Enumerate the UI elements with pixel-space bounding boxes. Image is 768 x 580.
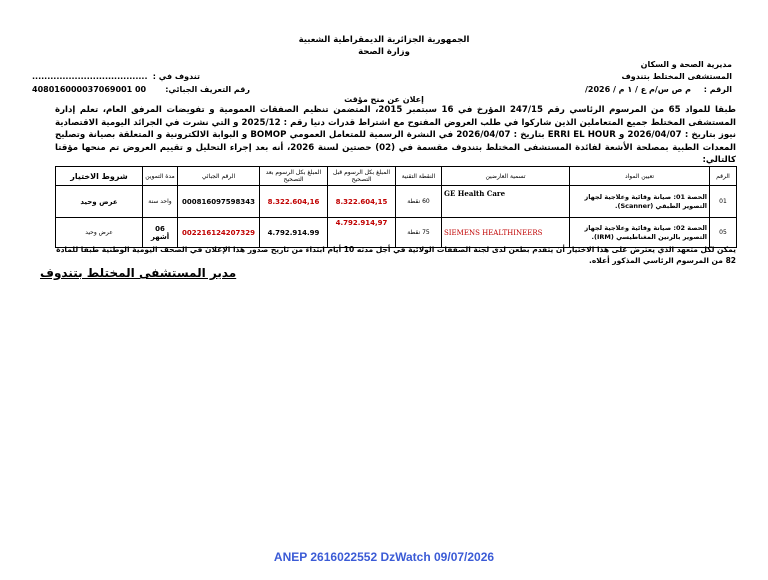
header-amount-before: المبلغ بكل الرسوم قبل التصحيح bbox=[328, 167, 396, 186]
ref-label: الرقم : bbox=[703, 85, 732, 94]
cell-duration: واحد سنة bbox=[143, 186, 178, 218]
republic-heading: الجمهورية الجزائرية الديمقراطية الشعبية bbox=[298, 35, 470, 45]
tindouf-dots: ...................................... bbox=[32, 72, 148, 81]
header-duration: مدة التموين bbox=[143, 167, 178, 186]
appeal-note: يمكن لكل متعهد الذي يعترض على هذا الاختيار أن يتقدم بطعن لدى لجنة الصفقات الولائية في أجل مدته 10 أيام ابتداء من تاريخ صدور هذا الإعلان في الصحف اليومية الوطنية طبقا للمادة 82 من المرسوم الرئاسي المذكور أعلاه. bbox=[56, 245, 736, 265]
cell-score: 60 نقطة bbox=[396, 186, 442, 218]
cell-supplier: SIEMENS HEALTHINEERS bbox=[442, 218, 570, 248]
header-score: النقطة التقنية bbox=[396, 167, 442, 186]
header-amount-after: المبلغ بكل الرسوم بعد التصحيح bbox=[260, 167, 328, 186]
header-supplier: تسمية العارضين bbox=[442, 167, 570, 186]
header-lot: تعيين المواد bbox=[570, 167, 710, 186]
cell-score: 75 نقطة bbox=[396, 218, 442, 248]
table-row bbox=[56, 218, 737, 248]
tindouf-date-label: تندوف في : bbox=[152, 72, 200, 81]
cell-choice: عرض وحيد bbox=[56, 218, 143, 248]
cell-amount-before: 4.792.914,97 bbox=[328, 218, 396, 248]
notice-body bbox=[55, 104, 736, 167]
header-num: الرقم bbox=[710, 167, 737, 186]
cell-amount-after: 8.322.604,16 bbox=[260, 186, 328, 218]
cell-lot: الحصة 02: صيانة وقائية وعلاجية لجهاز التصوير بالرنين المغناطيسي (IRM). bbox=[570, 218, 710, 248]
header-choice: شروط الاختيار bbox=[56, 167, 143, 186]
bomop-name: BOMOP bbox=[250, 130, 287, 141]
erri-name: ERRI EL HOUR bbox=[547, 130, 616, 141]
director-signature: مدير المستشفى المختلط بتندوف bbox=[40, 266, 237, 280]
anep-reference: ANEP 2616022552 DzWatch 09/07/2026 bbox=[273, 550, 495, 564]
hospital-label: المستشفى المختلط بتندوف bbox=[621, 72, 732, 81]
directorate-label: مديرية الصحة و السكان bbox=[640, 60, 732, 69]
cell-num: 01 bbox=[710, 186, 737, 218]
table-row bbox=[56, 186, 737, 218]
cell-supplier: GE Health Care bbox=[442, 186, 570, 218]
cell-tax-id: 000816097598343 bbox=[178, 186, 260, 218]
cell-choice: عرض وحيد bbox=[56, 186, 143, 218]
ref-value: /م ص س/م ع / ١ م / 2026 bbox=[585, 85, 691, 94]
notice-body-part2: بتاريخ : 2026/04/07 في النشرة الرسمية للمتعامل العمومي bbox=[286, 130, 548, 141]
award-table bbox=[55, 166, 737, 248]
table-header-row bbox=[56, 167, 737, 186]
notice-body-part1: طبقا للمواد 65 من المرسوم الرئاسي رقم 247/15 المؤرخ في 16 سبتمبر 2015، المتضمن تنظيم الصفقات العمومية و تفويضات المرفق العام، تعلم إدارة المستشفى المختلط جميع المتعاملين الذين شاركوا في طلب العروض المفتوح مع اشتراط قدرات دنيا رقم : 2025/12 و التي نشرت في الجرائد اليومية الاقتصادية نيوز بتاريخ : 2026/04/07 و bbox=[55, 105, 737, 141]
cell-tax-id: 002216124207329 bbox=[178, 218, 260, 248]
notice-body-part3: و البوابة الالكترونية و المتعلقة بصيانة وتصليح المعدات الطبية بمصلحة الأشعة لفائدة المستشفى المختلط بتندوف مقسمة في (02) حصتين لسنة 2026، أنه بعد إجراء التحليل و تقييم العروض تم منحها مؤقتا كالتالي: bbox=[55, 130, 736, 166]
cell-duration: 06 أشهر bbox=[143, 218, 178, 248]
tax-id-value: 408016000037069001 00 bbox=[32, 85, 147, 94]
cell-amount-after: 4.792.914.99 bbox=[260, 218, 328, 248]
cell-num: 05 bbox=[710, 218, 737, 248]
ministry-heading: وزارة الصحة bbox=[358, 47, 410, 57]
cell-lot: الحصة 01: صيانة وقائية وعلاجية لجهاز التصوير الطبقي (Scanner). bbox=[570, 186, 710, 218]
notice-title: إعلان عن منح مؤقت bbox=[344, 95, 424, 104]
cell-amount-before: 8.322.604,15 bbox=[328, 186, 396, 218]
tax-id-label: رقم التعريف الجبائي: bbox=[165, 85, 250, 94]
header-tax-id: الرقم الجبائي bbox=[178, 167, 260, 186]
